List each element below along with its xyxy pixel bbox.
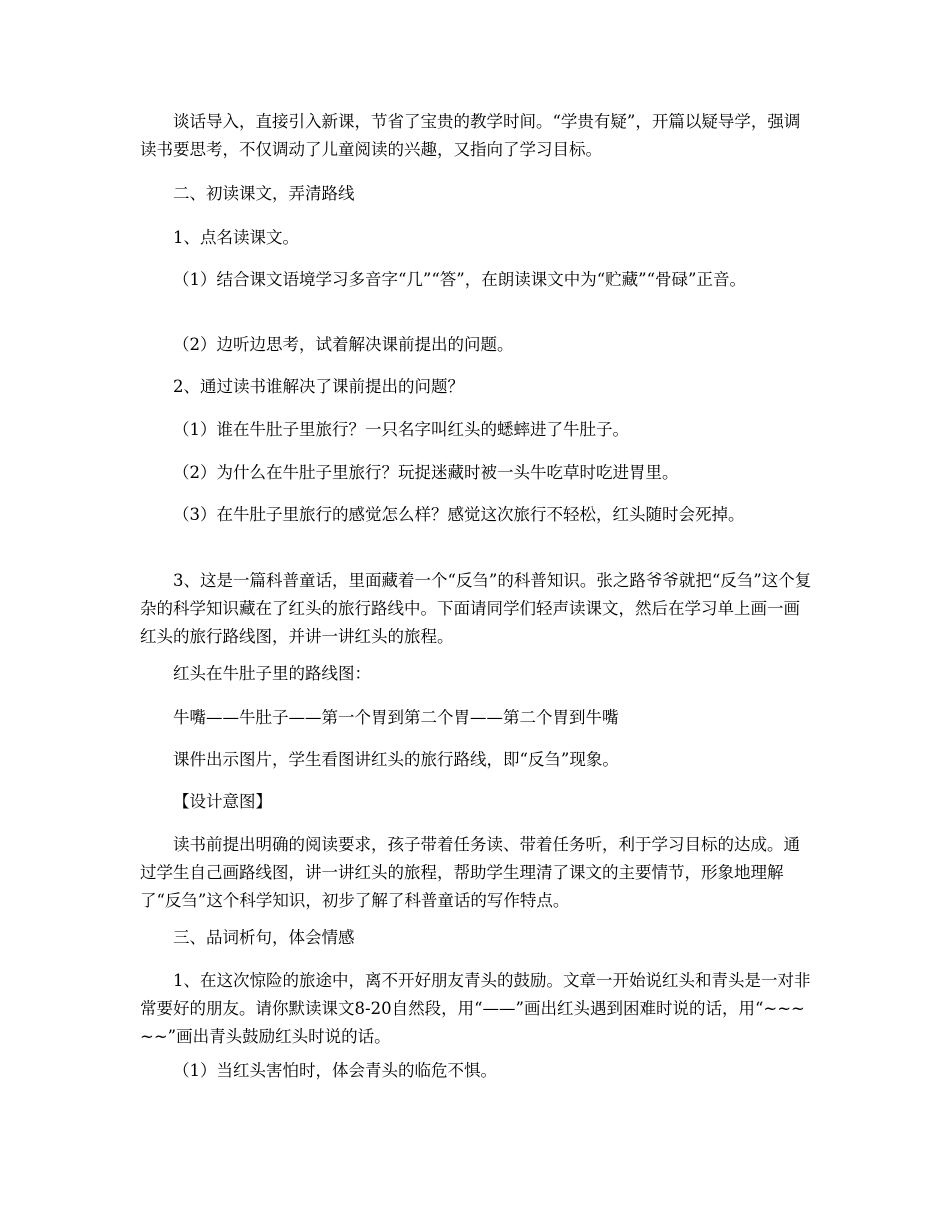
list-item: 3、这是一篇科普童话，里面藏着一个“反刍”的科普知识。张之路爷爷就把“反刍”这个复杂的科学知识藏在了红头的旅行路线中。下面请同学们轻声读课文，然后在学习单上画一画红头的旅行路线图，并讲一讲红头的旅程。 [140,571,812,646]
design-intent-heading: 【设计意图】 [173,792,272,811]
section-heading-3: 三、品词析句，体会情感 [173,928,355,947]
route-path: 牛嘴——牛肚子——第一个胃到第二个胃——第二个胃到牛嘴 [173,708,619,727]
courseware-note: 课件出示图片，学生看图讲红头的旅行路线，即“反刍”现象。 [173,750,619,769]
section-heading-2: 二、初读课文，弄清路线 [173,184,355,203]
route-title: 红头在牛肚子里的路线图： [173,664,371,683]
list-item: （2）边听边思考，试着解决课前提出的问题。 [173,335,514,354]
list-item: （1）结合课文语境学习多音字“几”“答”，在朗读课文中为“贮藏”“骨碌”正音。 [173,270,746,289]
list-item: （3）在牛肚子里旅行的感觉怎么样？感觉这次旅行不轻松，红头随时会死掉。 [173,505,745,524]
list-item: 2、通过读书谁解决了课前提出的问题？ [173,377,464,396]
list-item: （2）为什么在牛肚子里旅行？玩捉迷藏时被一头牛吃草时吃进胃里。 [173,463,679,482]
design-intent-text: 读书前提出明确的阅读要求，孩子带着任务读、带着任务听，利于学习目标的达成。通过学生自己画路线图，讲一讲红头的旅程，帮助学生理清了课文的主要情节，形象地理解了“反刍”这个科学知识，初步了解了科普童话的写作特点。 [140,835,800,910]
list-item: 1、点名读课文。 [173,228,299,247]
list-item: 1、在这次惊险的旅途中，离不开好朋友青头的鼓励。文章一开始说红头和青头是一对非常要好的朋友。请你默读课文8-20自然段，用“——”画出红头遇到困难时说的话，用“~~~~~”画出青头鼓励红头时说的话。 [140,971,811,1046]
list-item: （1）谁在牛肚子里旅行？一只名字叫红头的蟋蟀进了牛肚子。 [173,420,629,439]
paragraph-lead-in-commentary: 谈话导入，直接引入新课，节省了宝贵的教学时间。“学贵有疑”，开篇以疑导学，强调读书要思考，不仅调动了儿童阅读的兴趣，又指向了学习目标。 [140,112,801,159]
list-item: （1）当红头害怕时，体会青头的临危不惧。 [173,1061,497,1080]
